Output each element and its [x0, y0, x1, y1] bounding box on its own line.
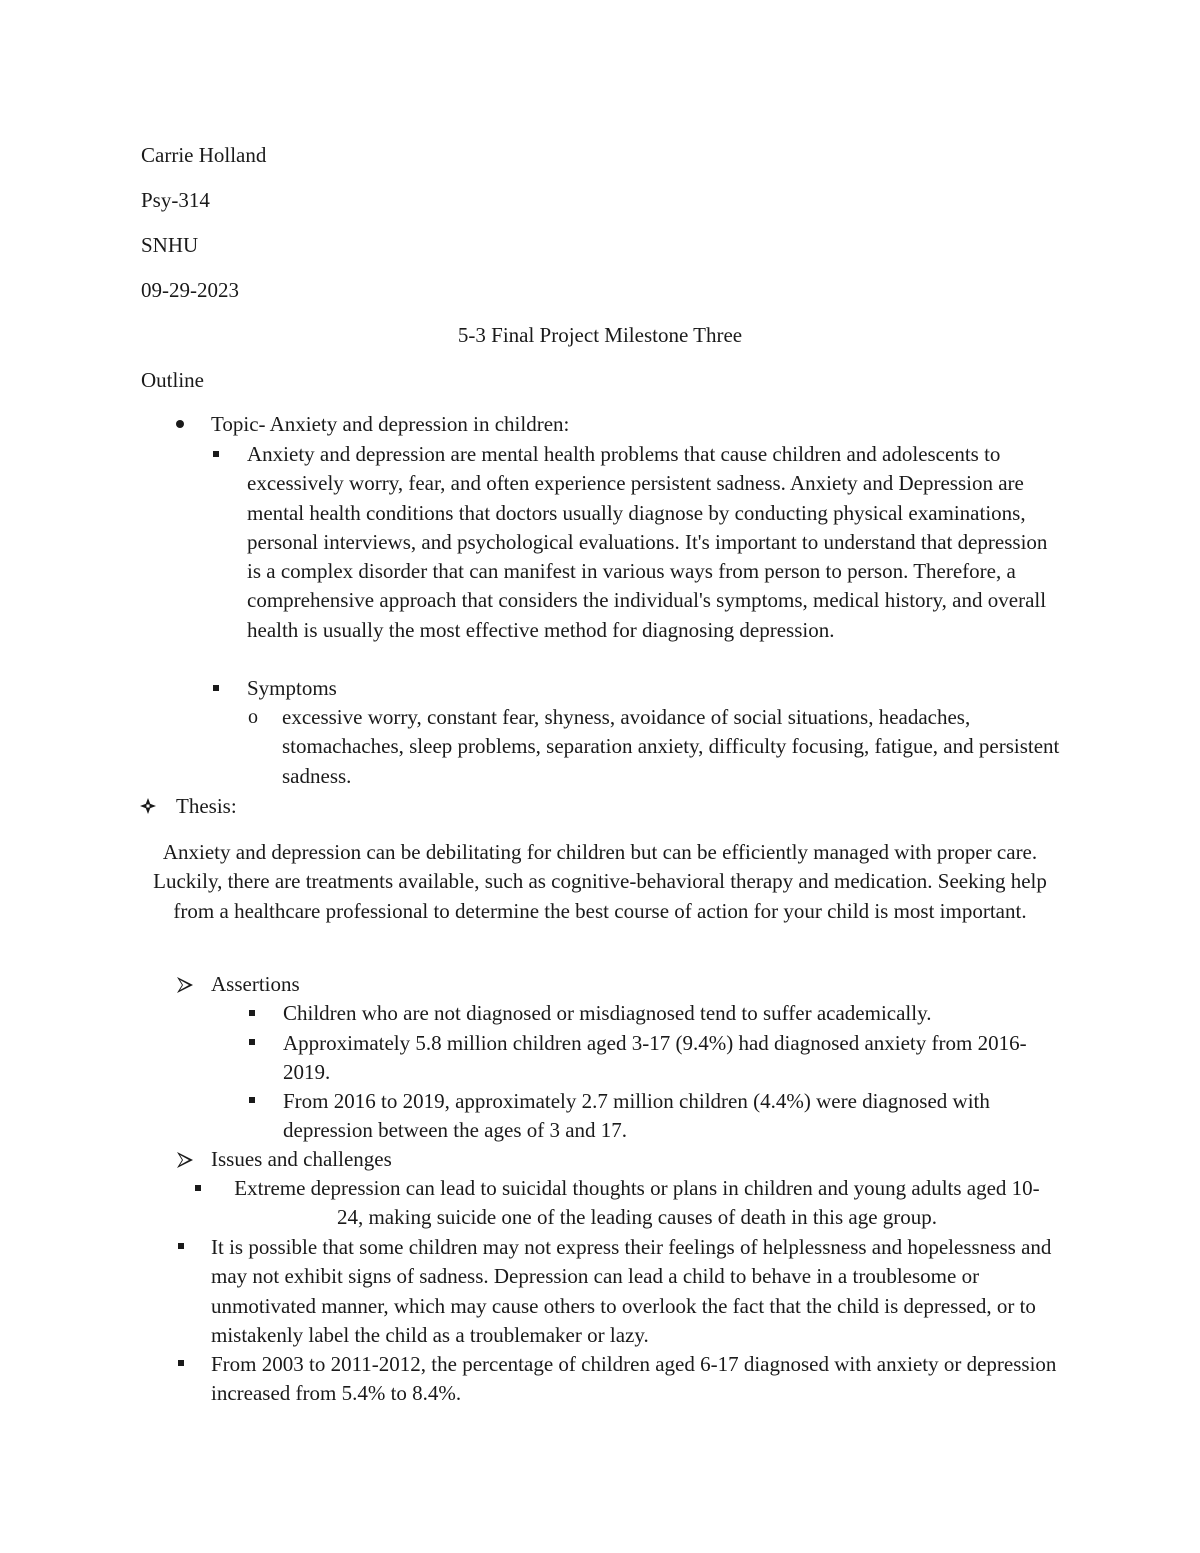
assertion-item: Children who are not diagnosed or misdiagnosed tend to suffer academically. [283, 1001, 932, 1025]
square-bullet-icon [178, 1243, 184, 1249]
symptoms-text: excessive worry, constant fear, shyness, avoidance of social situations, headaches, stomachaches, sleep problems, separation anxiety, difficulty focusing, fatigue, and persistent sadness. [282, 705, 1060, 788]
issue-item: From 2003 to 2011-2012, the percentage of children aged 6-17 diagnosed with anxiety or depression increased from 5.4% to 8.4%. [211, 1352, 1057, 1406]
square-bullet-icon [195, 1185, 201, 1191]
assertion-item: Approximately 5.8 million children aged 3-17 (9.4%) had diagnosed anxiety from 2016-2019. [283, 1031, 1027, 1085]
square-bullet-icon [249, 1097, 255, 1103]
arrow-bullet-icon [176, 1151, 194, 1169]
issue-item: Extreme depression can lead to suicidal thoughts or plans in children and young adults aged 10-24, making suicide one of the leading causes of death in this age group. [234, 1176, 1040, 1230]
document-title: 5-3 Final Project Milestone Three [457, 323, 743, 347]
disc-bullet-icon [176, 420, 184, 428]
course-code: Psy-314 [141, 188, 210, 212]
assertions-label: Assertions [211, 972, 300, 996]
thesis-text: Anxiety and depression can be debilitating for children but can be efficiently managed with proper care. Luckily, there are treatments available, such as cognitive-behavioral therapy and medication. Seeking help from a healthcare professional to determine the best course of action for your child is most important. [153, 840, 1047, 923]
square-bullet-icon [249, 1010, 255, 1016]
issue-item: It is possible that some children may not express their feelings of helplessness and hopelessness and may not exhibit signs of sadness. Depression can lead a child to behave in a troublesome or unmotivated manner, which may cause others to overlook the fact that the child is depressed, or to mistakenly label the child as a troublemaker or lazy. [211, 1235, 1052, 1347]
diamond-bullet-icon [139, 797, 157, 815]
circle-bullet-icon: o [248, 706, 258, 728]
topic-label: Topic- Anxiety and depression in children: [211, 412, 570, 436]
author-name: Carrie Holland [141, 143, 267, 167]
square-bullet-icon [178, 1360, 184, 1366]
square-bullet-icon [213, 685, 219, 691]
issues-label: Issues and challenges [211, 1147, 392, 1171]
arrow-bullet-icon [176, 976, 194, 994]
school-name: SNHU [141, 233, 199, 257]
outline-label: Outline [141, 368, 204, 392]
document-date: 09-29-2023 [141, 278, 239, 302]
assertion-item: From 2016 to 2019, approximately 2.7 million children (4.4%) were diagnosed with depression between the ages of 3 and 17. [283, 1089, 990, 1143]
square-bullet-icon [213, 451, 219, 457]
symptoms-label: Symptoms [247, 676, 337, 700]
square-bullet-icon [249, 1039, 255, 1045]
thesis-label: Thesis: [176, 794, 237, 818]
topic-description: Anxiety and depression are mental health problems that cause children and adolescents to excessively worry, fear, and often experience persistent sadness. Anxiety and Depression are mental health conditions that doctors usually diagnose by conducting physical examinations, personal interviews, and psychological evaluations. It's important to understand that depression is a complex disorder that can manifest in various ways from person to person. Therefore, a comprehensive approach that considers the individual's symptoms, medical history, and overall health is usually the most effective method for diagnosing depression. [247, 442, 1048, 642]
